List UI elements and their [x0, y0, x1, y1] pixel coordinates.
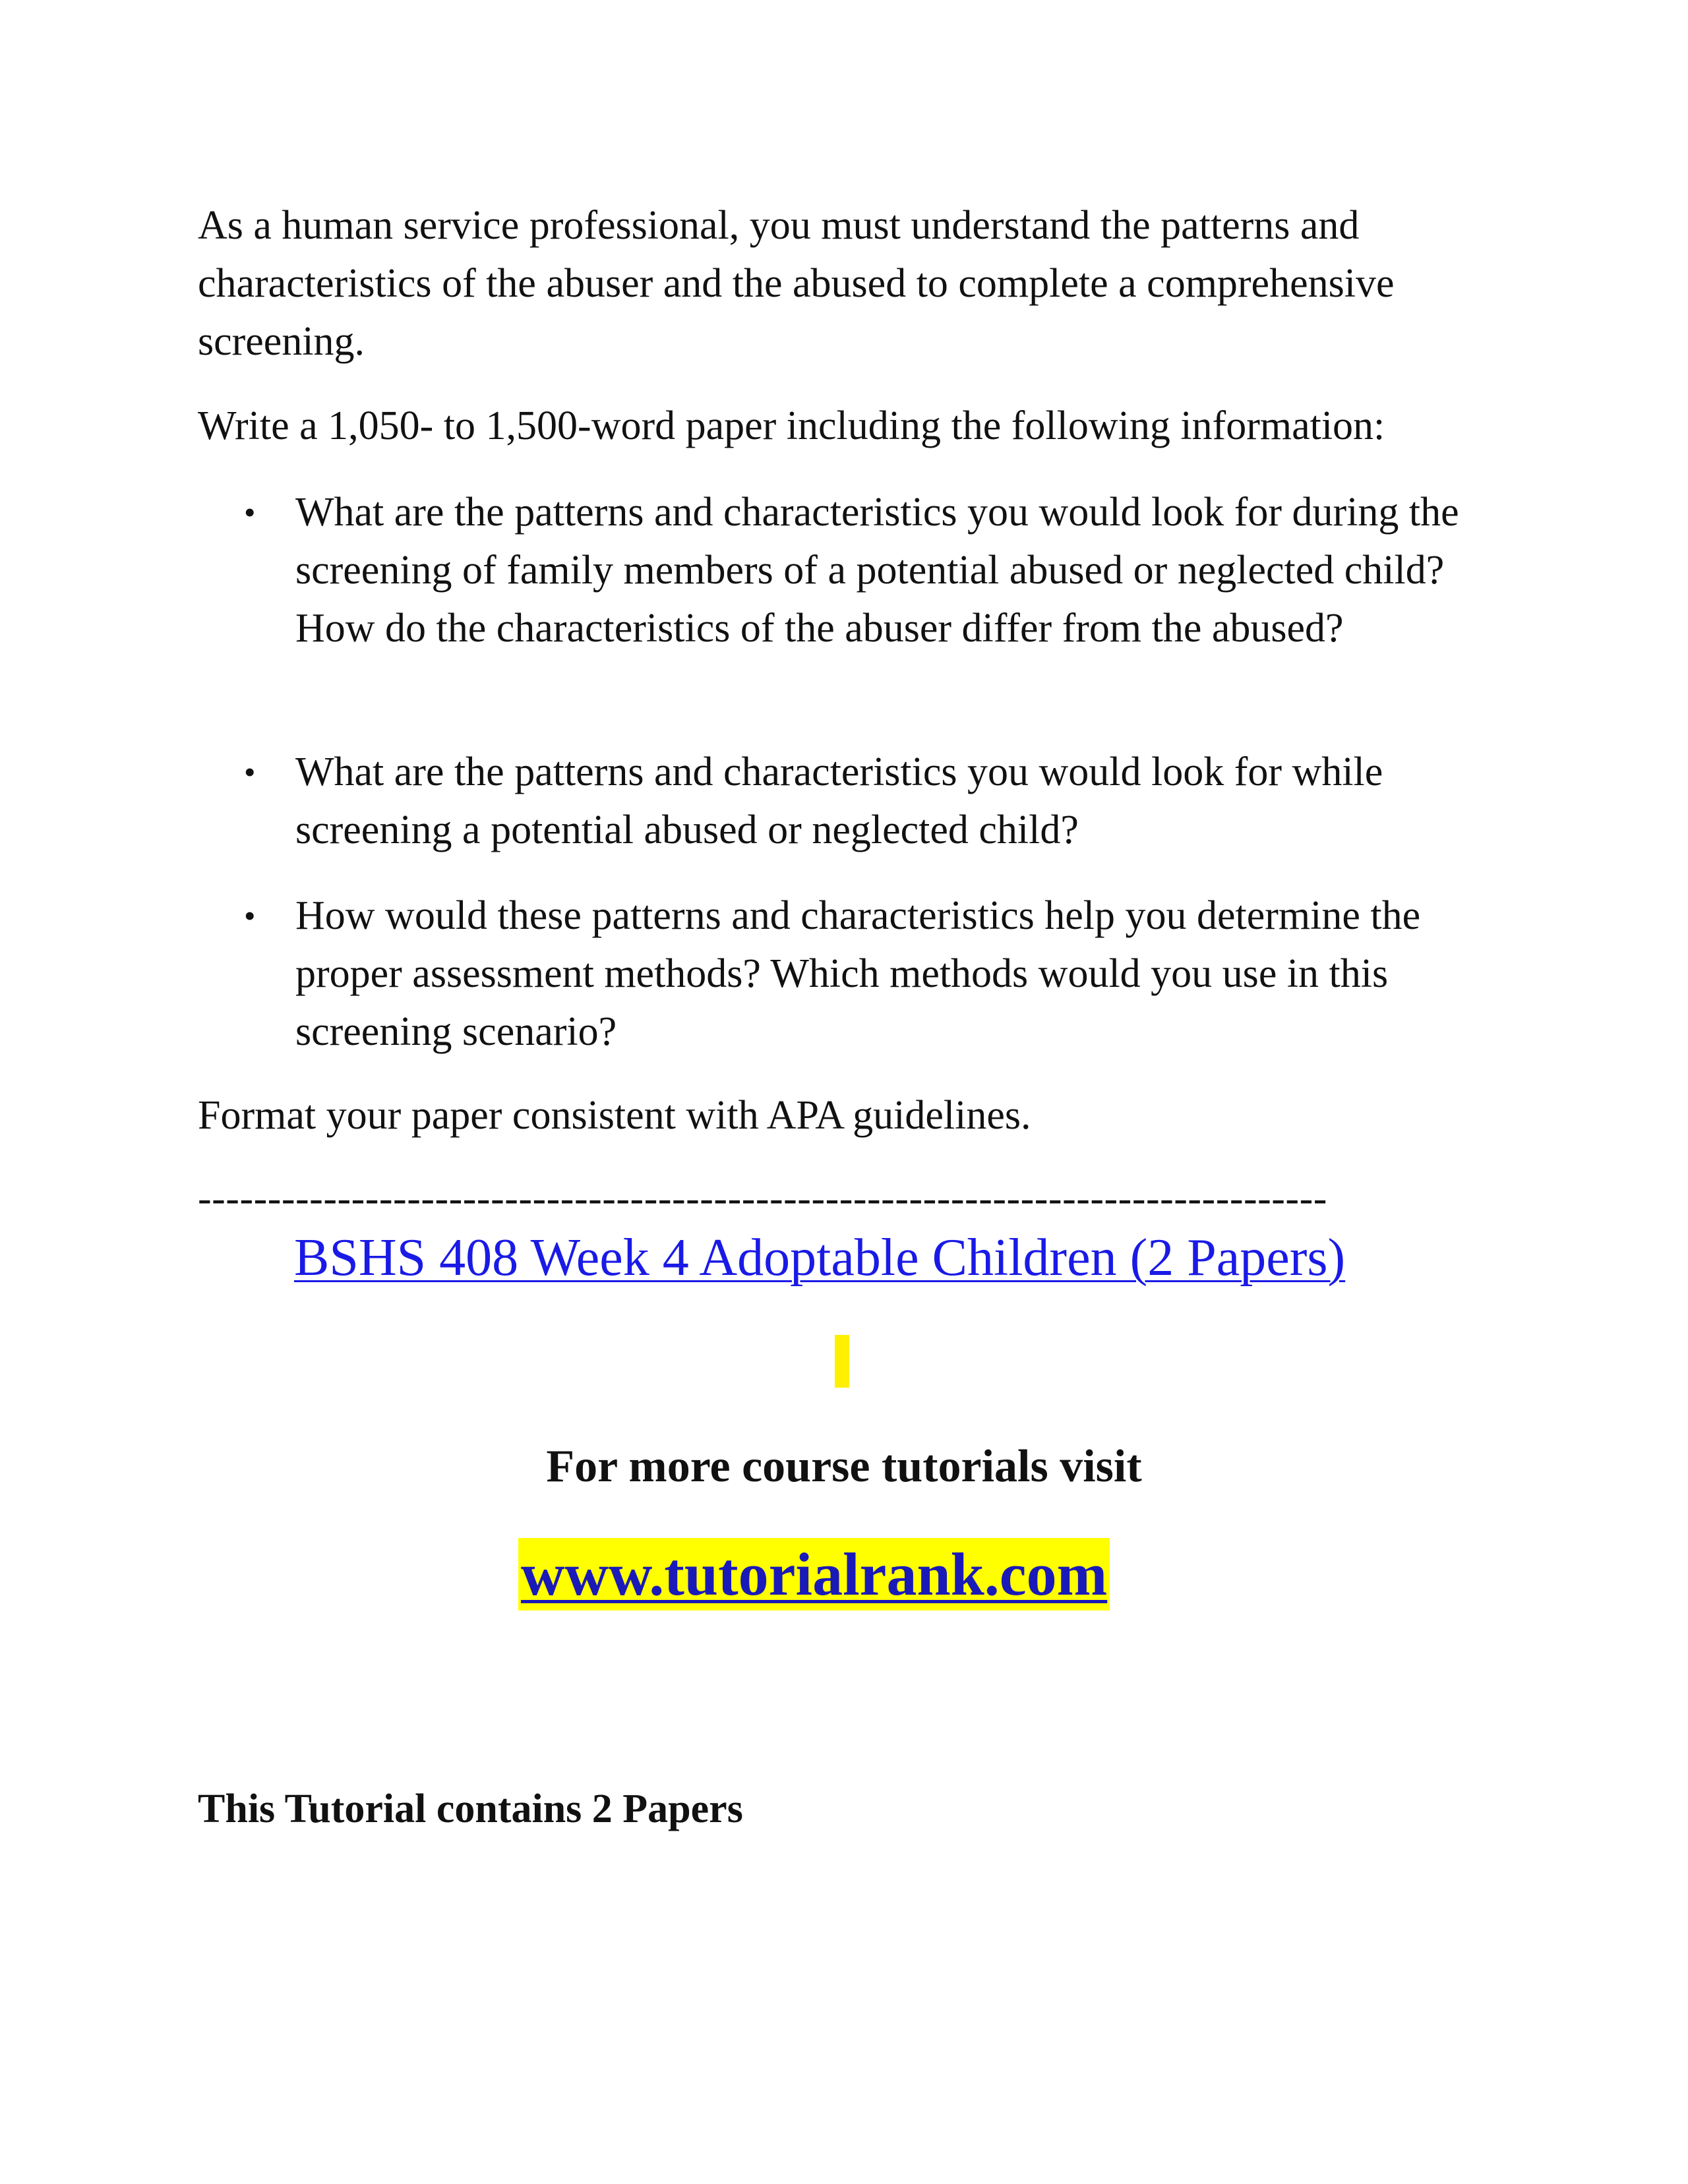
bullet-marker: • — [244, 494, 256, 531]
list-item-text: How would these patterns and characteristics help you determine the proper assessment methods? Which methods would you use in this screening scenario? — [295, 893, 1421, 1054]
list-item-text: What are the patterns and characteristics you would look for during the screening of family members of a potential abused or neglected child? How do the characteristics of the abuser differ from the abused? — [295, 490, 1459, 651]
list-item-text: What are the patterns and characteristics you would look for while screening a potential abused or neglected child? — [295, 750, 1383, 852]
instruction-paragraph: Write a 1,050- to 1,500-word paper including the following information: — [198, 403, 1385, 448]
course-link[interactable]: BSHS 408 Week 4 Adoptable Children (2 Papers) — [294, 1229, 1346, 1287]
intro-paragraph: As a human service professional, you must understand the patterns and characteristics of the abuser and the abused to complete a comprehensive screening. — [198, 203, 1395, 364]
site-link-highlight — [518, 1538, 1110, 1610]
tutorial-contains-heading: This Tutorial contains 2 Papers — [198, 1786, 743, 1831]
more-tutorials-heading: For more course tutorials visit — [546, 1441, 1142, 1492]
format-note: Format your paper consistent with APA guidelines. — [198, 1093, 1031, 1138]
dashed-divider: --------------------------------------------------------------------------------- — [198, 1176, 1327, 1221]
site-link[interactable]: www.tutorialrank.com — [521, 1541, 1108, 1608]
bullet-marker: • — [244, 897, 256, 934]
bullet-marker: • — [244, 753, 256, 790]
text-cursor-highlight — [835, 1335, 849, 1388]
